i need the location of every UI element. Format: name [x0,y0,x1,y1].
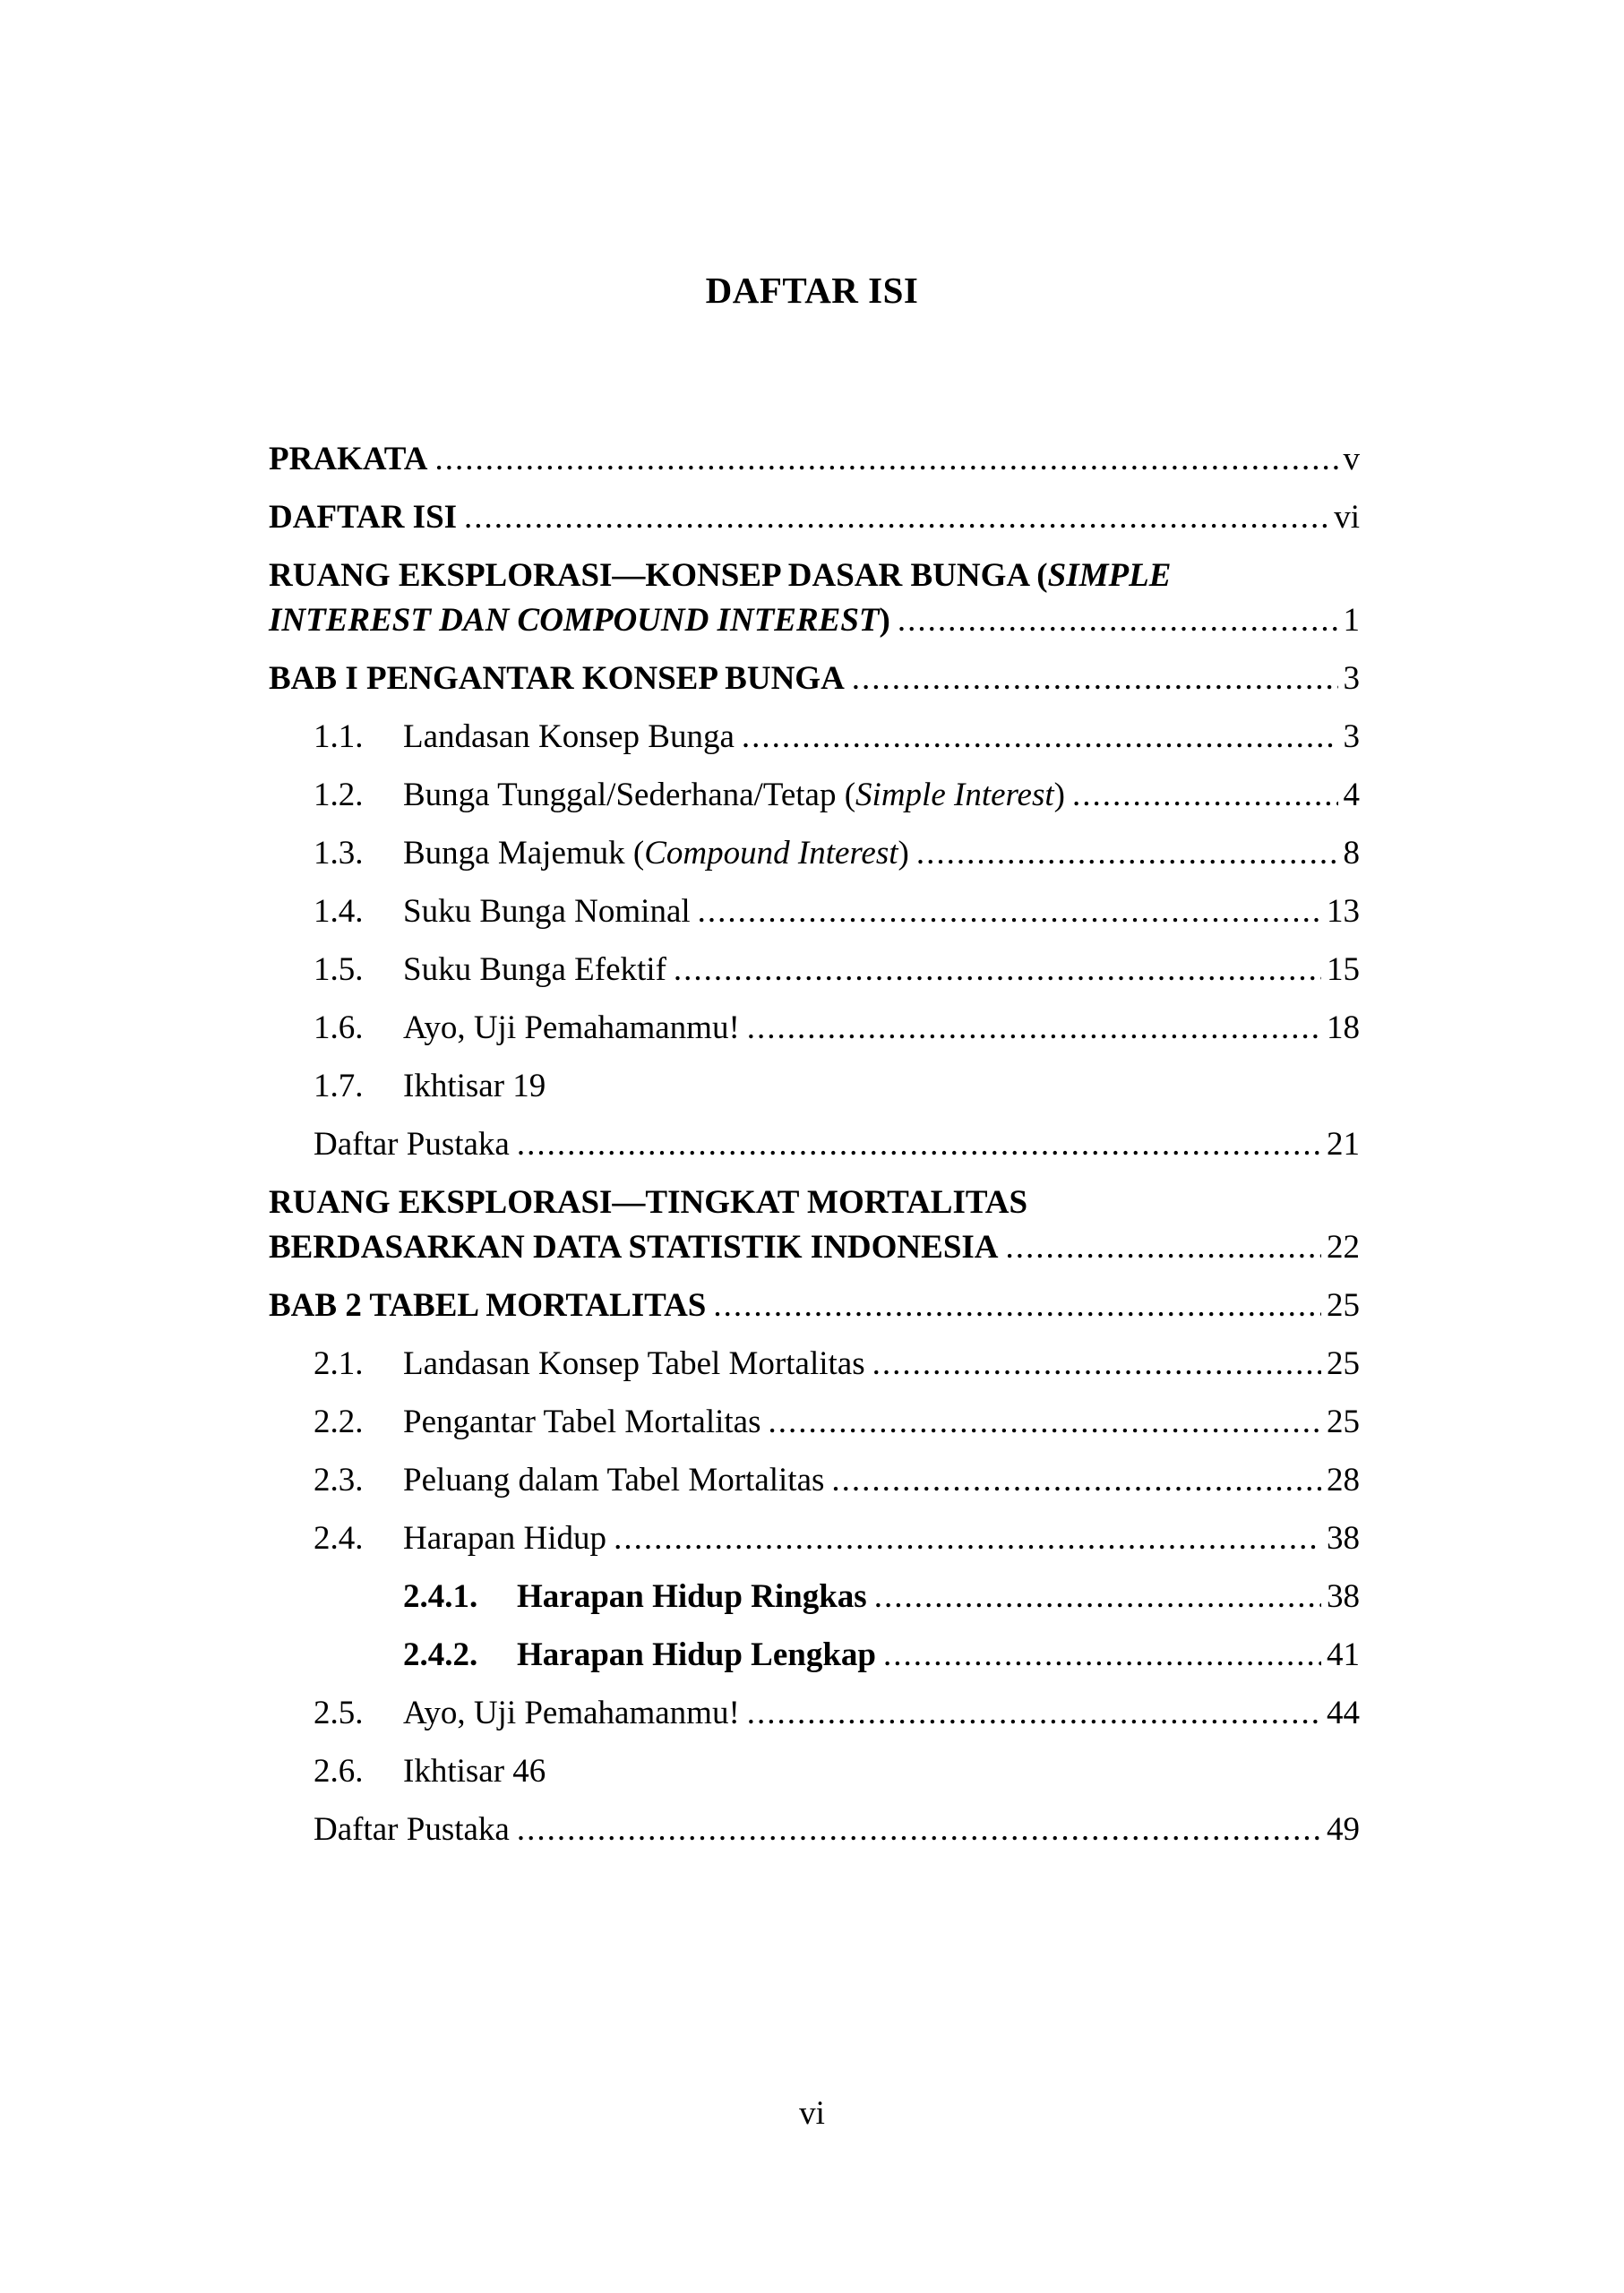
toc-entry-1-3[interactable] [314,833,1360,874]
toc-entry-2-4-1[interactable] [403,1576,1360,1618]
dot-leader [852,658,1338,700]
section-number: 2.5. [314,1695,364,1731]
toc-page-number: 3 [1343,660,1360,697]
toc-entry-title: Daftar Pustaka [314,1811,510,1848]
dot-leader [769,1402,1321,1443]
toc-entry-2-4-2[interactable] [403,1635,1360,1676]
dot-leader [872,1344,1321,1385]
page-title: DAFTAR ISI [705,270,919,311]
dot-leader [747,1008,1321,1049]
toc-entry-ruang-eksplorasi-mortalitas[interactable] [269,1184,1360,1268]
dot-leader [742,717,1338,758]
dot-leader [614,1518,1321,1559]
toc-entry-title: Pengantar Tabel Mortalitas [403,1404,761,1440]
toc-entry-title: Landasan Konsep Bunga [403,718,735,755]
dot-leader [831,1460,1321,1501]
section-number: 2.4.2. [403,1636,478,1673]
toc-entry-title: Ayo, Uji Pemahamanmu! [403,1009,740,1046]
toc-entry-title: Suku Bunga Efektif [403,951,666,988]
section-number: 2.4. [314,1520,364,1557]
dot-leader [698,891,1321,932]
dot-leader [883,1635,1321,1676]
toc-entry-daftar-pustaka-1[interactable] [314,1124,1360,1165]
toc-entry-prakata[interactable] [269,439,1360,480]
toc-entry-title: Ayo, Uji Pemahamanmu! [403,1695,740,1731]
dot-leader [1006,1227,1321,1268]
section-number: 2.6. [314,1753,364,1790]
toc-entry-2-2[interactable] [314,1402,1360,1443]
section-number: 2.3. [314,1462,364,1499]
toc-entry-title-line1: RUANG EKSPLORASI—TINGKAT MORTALITAS [269,1184,1028,1221]
toc-entry-daftar-pustaka-2[interactable] [314,1809,1360,1851]
toc-entry-1-7[interactable] [314,1066,1360,1107]
section-number: 1.1. [314,718,364,755]
toc-page-number: 22 [1327,1229,1360,1266]
toc-page-number: 25 [1327,1404,1360,1440]
dot-leader [434,439,1337,480]
dot-leader [874,1576,1321,1618]
toc-page-number: 25 [1327,1287,1360,1324]
toc-entry-title: Peluang dalam Tabel Mortalitas [403,1462,825,1499]
section-number: 1.5. [314,951,364,988]
toc-entry-2-6[interactable] [314,1751,1360,1792]
dot-leader [916,833,1338,874]
dot-leader [747,1693,1321,1734]
dot-leader [898,600,1338,641]
section-number: 1.3. [314,835,364,872]
toc-entry-title: Suku Bunga Nominal [403,893,691,930]
toc-entry-title: DAFTAR ISI [269,499,458,536]
toc-entry-title: Landasan Konsep Tabel Mortalitas [403,1345,865,1382]
toc-entry-title: PRAKATA [269,441,428,477]
toc-entry-ruang-eksplorasi-bunga[interactable] [269,557,1360,641]
toc-page-number: 18 [1327,1009,1360,1046]
toc-entry-1-5[interactable] [314,949,1360,991]
toc-entry-title: Ikhtisar 19 [403,1068,546,1104]
section-number: 2.2. [314,1404,364,1440]
dot-leader [1072,775,1338,816]
toc-entry-1-1[interactable] [314,717,1360,758]
toc-entry-bab-1[interactable] [269,658,1360,700]
dot-leader [517,1809,1321,1851]
toc-page-number: 49 [1327,1811,1360,1848]
toc-entry-title: Harapan Hidup [403,1520,607,1557]
toc-entry-title: BAB 2 TABEL MORTALITAS [269,1287,707,1324]
toc-page-number: 21 [1327,1126,1360,1163]
toc-entry-title: Ikhtisar 46 [403,1753,546,1790]
toc-entry-title: Daftar Pustaka [314,1126,510,1163]
toc-entry-title-line1: RUANG EKSPLORASI—KONSEP DASAR BUNGA (SIMPLE [269,557,1172,594]
toc-entry-1-6[interactable] [314,1008,1360,1049]
toc-page-number: 1 [1343,602,1360,639]
toc-page-number: 38 [1327,1520,1360,1557]
dot-leader [464,497,1328,538]
section-number: 2.1. [314,1345,364,1382]
section-number: 1.4. [314,893,364,930]
toc-entry-2-1[interactable] [314,1344,1360,1385]
toc-page-number: 44 [1327,1695,1360,1731]
toc-page-number: 15 [1327,951,1360,988]
toc-entry-title: Harapan Hidup Lengkap [517,1636,876,1673]
toc-entry-title: Bunga Majemuk (Compound Interest) [403,835,909,872]
toc-page-number: 8 [1343,835,1360,872]
toc-entry-2-5[interactable] [314,1693,1360,1734]
dot-leader [674,949,1321,991]
toc-entry-2-3[interactable] [314,1460,1360,1501]
toc-entry-title: BAB I PENGANTAR KONSEP BUNGA [269,660,845,697]
dot-leader [517,1124,1321,1165]
dot-leader [713,1285,1321,1327]
toc-page-number: 38 [1327,1578,1360,1615]
toc-entry-daftar-isi[interactable] [269,497,1360,538]
toc-entry-1-2[interactable] [314,775,1360,816]
toc-page-number: 3 [1343,718,1360,755]
section-number: 1.2. [314,777,364,813]
toc-entry-2-4[interactable] [314,1518,1360,1559]
page-number: vi [799,2095,825,2132]
section-number: 2.4.1. [403,1578,478,1615]
section-number: 1.7. [314,1068,364,1104]
toc-entry-title: Bunga Tunggal/Sederhana/Tetap (Simple Interest) [403,777,1065,813]
toc-page-number: 41 [1327,1636,1360,1673]
toc-page-number: 13 [1327,893,1360,930]
toc-entry-title: Harapan Hidup Ringkas [517,1578,867,1615]
toc-page-number: 28 [1327,1462,1360,1499]
toc-page-number: 4 [1343,777,1360,813]
toc-page-number: 25 [1327,1345,1360,1382]
toc-entry-title-line2: BERDASARKAN DATA STATISTIK INDONESIA [269,1229,999,1266]
toc-entry-1-4[interactable] [314,891,1360,932]
toc-entry-title-line2: INTEREST DAN COMPOUND INTEREST) [269,602,890,639]
toc-page-number: vi [1334,499,1360,536]
section-number: 1.6. [314,1009,364,1046]
toc-page-number: v [1343,441,1360,477]
toc-entry-bab-2[interactable] [269,1285,1360,1327]
